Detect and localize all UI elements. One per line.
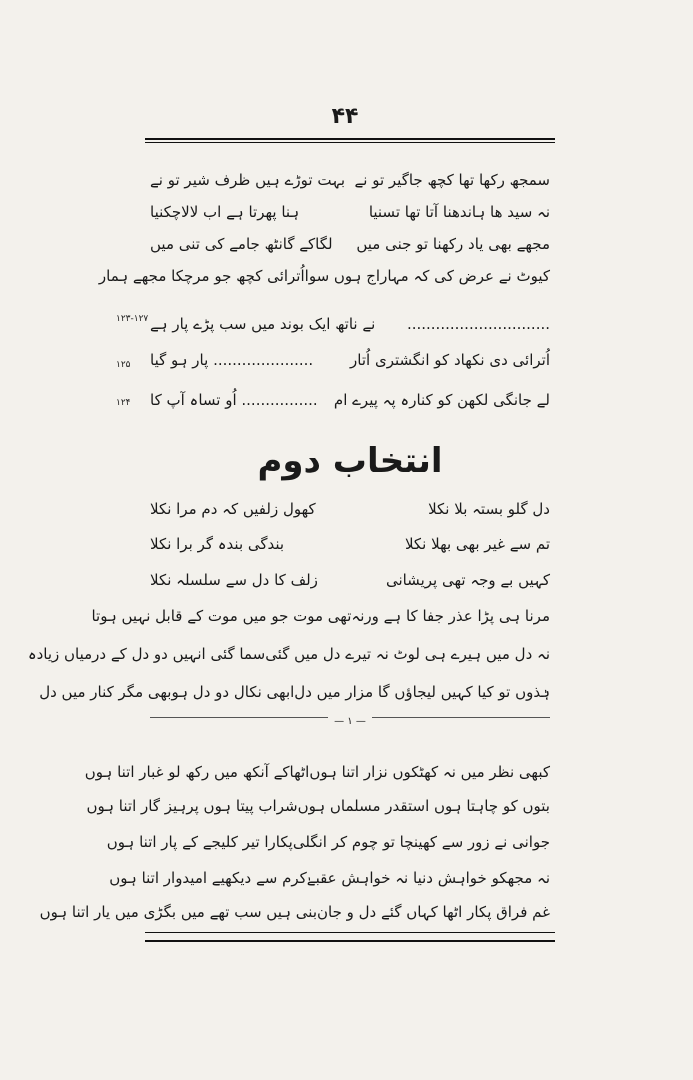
couplet: نہ مجھکو خواہش دنیا نہ خواہش عقبےٰ کرم سے دیکھیے امیدوار اتنا ہوں [109, 869, 550, 887]
couplet: مجھے بھی یاد رکھنا تو جنی میں لگاکے گانٹھ جامے کی تنی میں [150, 235, 550, 253]
couplet: نہ دل میں ہیرے ہی لوٹ نہ تیرے دل میں گئی سما گئی انہیں دو دل کے درمیاں زیادہ [27, 645, 550, 663]
couplet: اُترائی دی نکھاد کو انگشتری اُتار ..................... پار ہو گیا [150, 351, 550, 369]
couplet: نہ سید ھا ہاندھنا آتا تھا تسنیا ہنا پھرتا ہے اب لالاچکنیا [150, 203, 550, 221]
divider-ornament: — ۱ — [328, 716, 372, 727]
couplet: جوانی نے زور سے کھینچا تو چوم کر انگلی پکارا تیر کلیجے کے پار اتنا ہوں [106, 833, 550, 851]
couplet: مرنا ہی پڑا عذر جفا کا ہے ورنہ تھی موت جو میں موت کے قابل نہیں ہوتا [91, 607, 550, 625]
couplet: لے جانگی لکھن کو کنارہ پہ پیرے ام ................ اُو تساہ آپ کا [150, 391, 550, 409]
top-rule [145, 142, 555, 143]
margin-note: ۱۲۳-۱۲۷ [116, 314, 149, 324]
page-number: ۴۴ [331, 104, 359, 129]
couplet: کیوٹ نے عرض کی کہ مہاراج ہوں سوا اُترائی کچھ جو مرچکا مجھے ہمار [98, 267, 550, 285]
couplet: کبھی نظر میں نہ کھٹکوں نزار اتنا ہوں اٹھاکے آنکھ میں رکھ لو غبار اتنا ہوں [84, 763, 550, 781]
couplet: بتوں کو چاہتا ہوں استقدر مسلماں ہوں شراب پیتا ہوں پرہیز گار اتنا ہوں [86, 797, 550, 815]
margin-note: ۱۲۵ [116, 360, 131, 370]
section-heading: انتخاب دوم [257, 441, 443, 481]
couplet: دل گلو بستہ بلا نکلا کھول زلفیں کہ دم مرا نکلا [150, 500, 550, 518]
couplet: .............................. نے ناتھ ایک بوند میں سب پڑے پار ہے [150, 315, 550, 333]
couplet: کہیں بے وجہ تھی پریشانی زلف کا دل سے سلسلہ نکلا [150, 571, 550, 589]
couplet: تم سے غیر بھی بھلا نکلا بندگی بندہ گر برا نکلا [150, 535, 550, 553]
couplet: ہٰذوں تو کیا کہیں لیجاؤں گا مزار میں دل ابھی نکال دو دل ہوبھی مگر کنار میں دل [39, 683, 550, 701]
bottom-rule [145, 932, 555, 933]
couplet: غم فراق پکار اٹھا کہاں گئے دل و جان بنی ہیں سب تھے میں بگڑی میں یار اتنا ہوں [39, 903, 550, 921]
margin-note: ۱۲۴ [116, 398, 131, 408]
couplet: سمجھ رکھا تھا کچھ جاگیر تو نے بہت توڑے ہیں ظرف شیر تو نے [150, 171, 550, 189]
section-divider [150, 717, 550, 737]
